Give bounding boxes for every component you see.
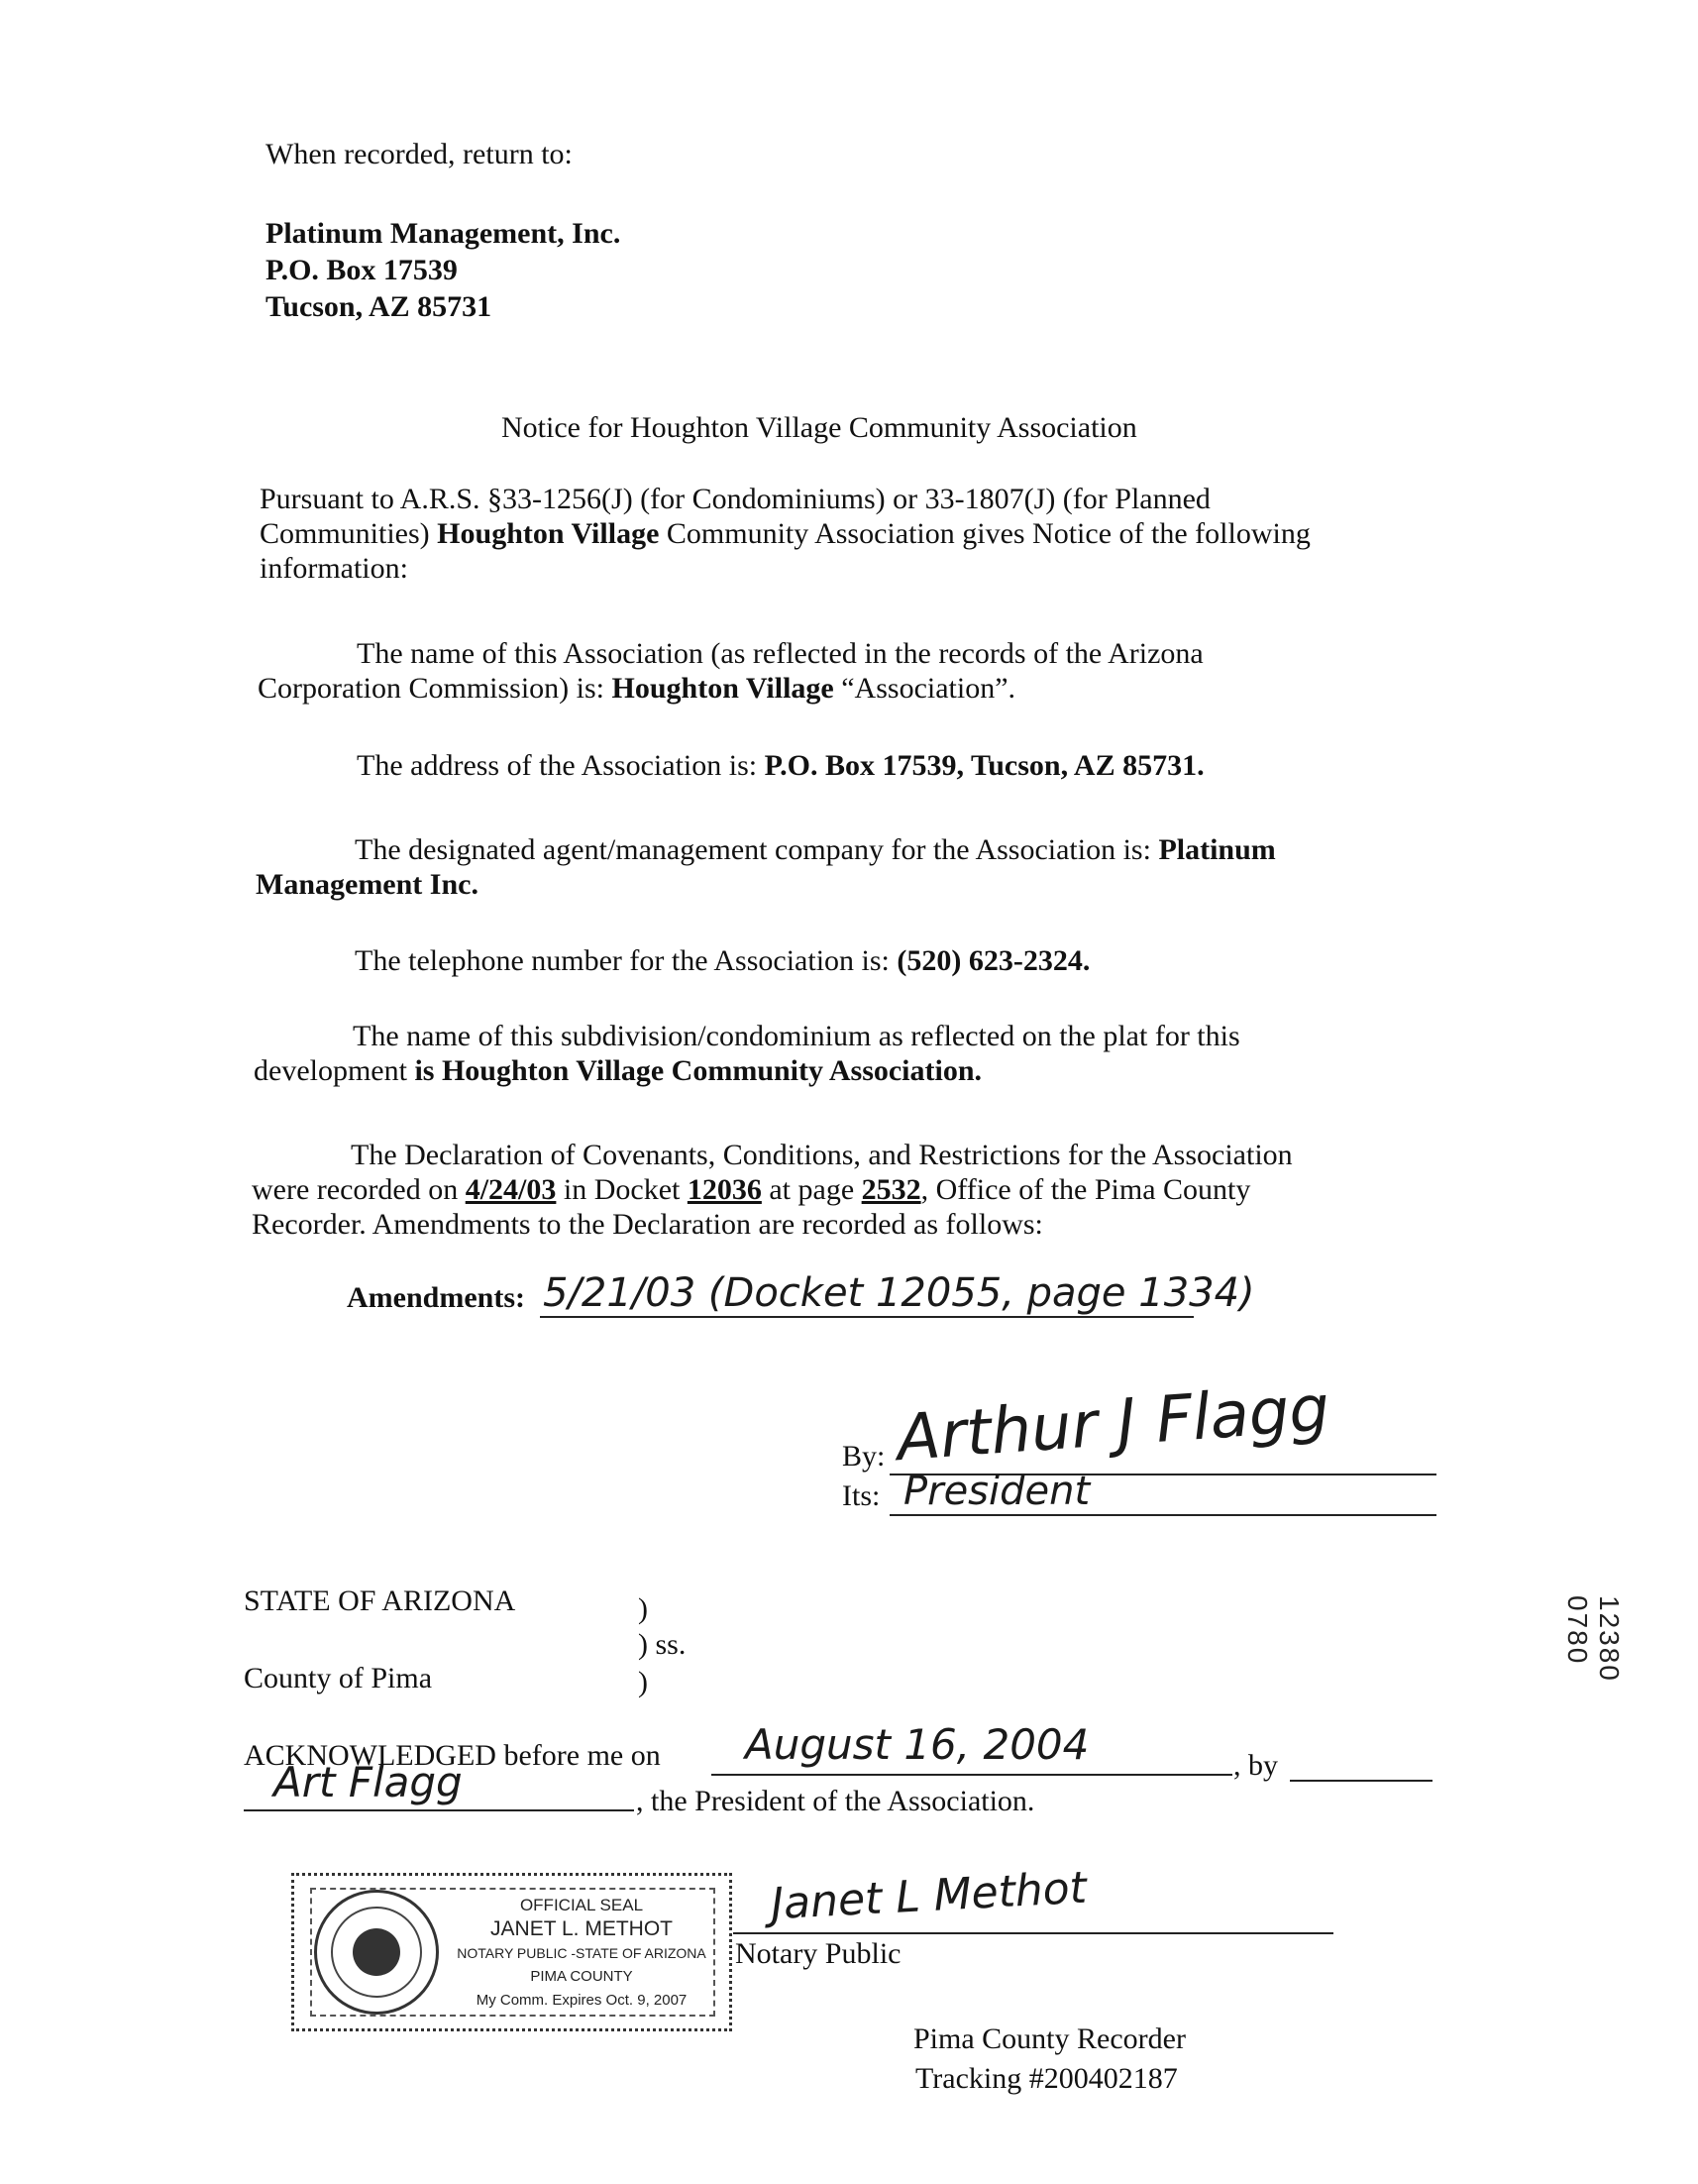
seal-text	[443, 1894, 720, 2013]
phone-line	[355, 943, 1090, 978]
return-to-city: Tucson, AZ 85731	[265, 290, 492, 323]
intro-text: Community Association gives Notice of the following	[659, 517, 1311, 550]
ack-president-text: , the President of the Association.	[636, 1785, 1035, 1817]
venue-paren-1: )	[638, 1592, 648, 1625]
decl-line-1: The Declaration of Covenants, Conditions, and Restrictions for the Association	[351, 1139, 1293, 1171]
seal-line-3: NOTARY PUBLIC -STATE OF ARIZONA	[457, 1945, 706, 1961]
agent-paragraph	[256, 832, 1276, 902]
name-text: Corporation Commission) is:	[258, 672, 612, 705]
plat-paragraph	[254, 1019, 1240, 1088]
ack-by-text: , by	[1233, 1749, 1278, 1782]
seal-core	[353, 1928, 400, 1976]
intro-line-3: information:	[260, 552, 408, 585]
phone-paragraph	[355, 943, 1090, 978]
association-address: P.O. Box 17539, Tucson, AZ 85731.	[764, 749, 1205, 782]
name-line-1: The name of this Association (as reflected in the records of the Arizona	[357, 637, 1204, 670]
notary-line	[733, 1932, 1333, 1934]
its-line	[890, 1514, 1436, 1516]
plat-line-1: The name of this subdivision/condominium as reflected on the plat for this	[353, 1020, 1240, 1052]
return-to-name: Platinum Management, Inc.	[265, 217, 621, 250]
president-signature: Arthur J Flagg	[894, 1371, 1332, 1476]
agent-text: The designated agent/management company for the Association is:	[355, 833, 1159, 866]
decl-date: 4/24/03	[465, 1173, 557, 1206]
ack-date-line	[711, 1774, 1232, 1776]
decl-text: were recorded on	[252, 1173, 466, 1206]
association-phone: (520) 623-2324.	[897, 944, 1091, 977]
decl-text: , Office of the Pima County	[920, 1173, 1251, 1206]
decl-line-3: Recorder. Amendments to the Declaration are recorded as follows:	[252, 1208, 1043, 1241]
recorder-line-1: Pima County Recorder	[913, 2022, 1186, 2055]
decl-line-2	[252, 1172, 1293, 1207]
seal-line-4: PIMA COUNTY	[530, 1968, 633, 1985]
decl-text: at page	[761, 1173, 862, 1206]
notice-title: Notice for Houghton Village Community Association	[501, 411, 1137, 444]
acknowledged-text: ACKNOWLEDGED before me on	[244, 1739, 661, 1772]
amendments-handwritten: 5/21/03 (Docket 12055, page 1334)	[543, 1270, 1255, 1316]
return-to-po-box: P.O. Box 17539	[265, 254, 458, 286]
ack-name-line	[244, 1809, 634, 1811]
seal-line-1: OFFICIAL SEAL	[519, 1896, 644, 1914]
state-seal-emblem	[314, 1890, 439, 2015]
association-name-paragraph	[258, 636, 1204, 706]
decl-text: in Docket	[556, 1173, 688, 1206]
agent-name-part: Platinum	[1158, 833, 1276, 866]
intro-line-1: Pursuant to A.R.S. §33-1256(J) (for Condominiums) or 33-1807(J) (for Planned	[260, 483, 1211, 515]
side-stamp: 12380 0780	[1562, 1595, 1625, 1683]
notary-signature: Janet L Methot	[769, 1862, 1089, 1930]
venue-paren-2: )	[638, 1666, 648, 1698]
name-text: “Association”.	[833, 672, 1016, 705]
return-to-heading: When recorded, return to:	[265, 138, 573, 170]
address-text: The address of the Association is:	[357, 749, 765, 782]
its-label: Its:	[842, 1479, 881, 1512]
address-paragraph	[357, 748, 1205, 783]
name-line-2	[258, 671, 1204, 706]
title-handwritten: President	[903, 1469, 1091, 1514]
agent-line-1	[256, 832, 1276, 867]
plat-name: is Houghton Village Community Association.	[414, 1054, 983, 1087]
notary-seal	[291, 1873, 732, 2031]
by-label: By:	[842, 1440, 886, 1473]
state-label: STATE OF ARIZONA	[244, 1584, 516, 1617]
intro-line-2	[260, 516, 1311, 551]
ack-name-handwritten: Art Flagg	[273, 1758, 463, 1806]
seal-line-2: JANET L. METHOT	[490, 1917, 673, 1940]
intro-association-name: Houghton Village	[437, 517, 660, 550]
address-line	[357, 748, 1205, 783]
notary-label: Notary Public	[735, 1937, 902, 1970]
declaration-paragraph	[252, 1138, 1293, 1242]
venue-ss: ) ss.	[638, 1628, 687, 1661]
agent-name-part: Management Inc.	[256, 868, 478, 901]
intro-text: Communities)	[260, 517, 438, 550]
decl-docket: 12036	[687, 1173, 762, 1206]
plat-text: development	[254, 1054, 415, 1087]
agent-line-2	[256, 867, 1276, 902]
plat-line-2	[254, 1053, 1240, 1088]
association-name: Houghton Village	[611, 672, 834, 705]
recorder-tracking: Tracking #200402187	[915, 2062, 1178, 2095]
amendments-underline	[540, 1316, 1194, 1318]
seal-line-5: My Comm. Expires Oct. 9, 2007	[476, 1992, 688, 2009]
intro-paragraph	[260, 482, 1311, 586]
ack-by-line	[1290, 1780, 1433, 1782]
decl-page: 2532	[861, 1173, 921, 1206]
county-label: County of Pima	[244, 1662, 433, 1694]
ack-date-handwritten: August 16, 2004	[745, 1720, 1090, 1769]
phone-text: The telephone number for the Association is:	[355, 944, 898, 977]
amendments-label: Amendments:	[347, 1281, 525, 1314]
